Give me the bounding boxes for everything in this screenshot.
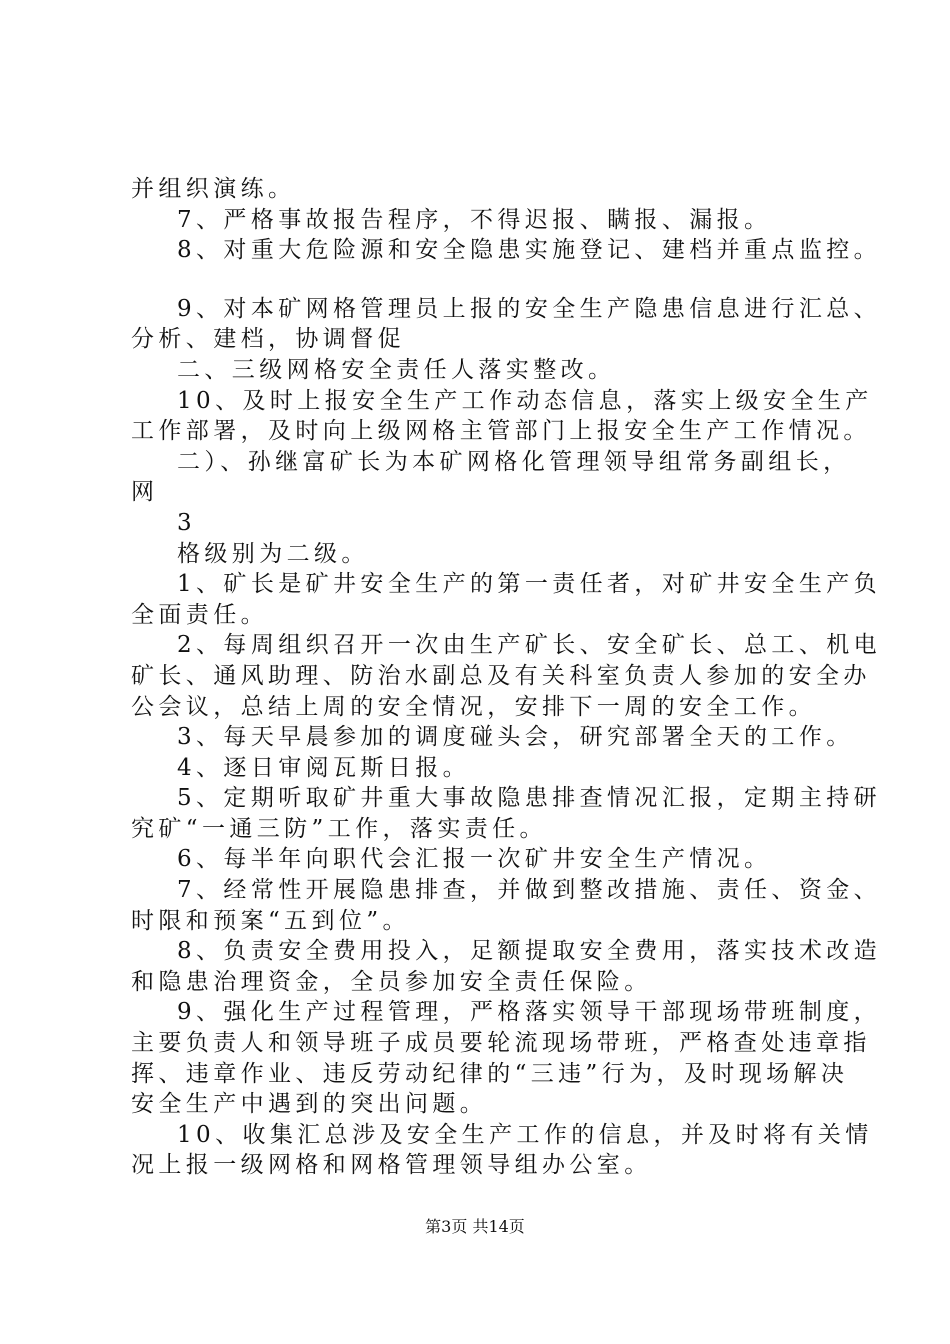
text-line: 10、收集汇总涉及安全生产工作的信息，并及时将有关情 — [177, 1121, 873, 1148]
text-line: 8、负责安全费用投入，足额提取安全费用，落实技术改造 — [177, 938, 882, 965]
text-line: 7、经常性开展隐患排查，并做到整改措施、责任、资金、 — [177, 877, 882, 904]
text-line: 格级别为二级。 — [177, 540, 369, 567]
text-line: 3、每天早晨参加的调度碰头会，研究部署全天的工作。 — [177, 724, 854, 751]
text-line: 工作部署，及时向上级网格主管部门上报安全生产工作情况。 — [131, 418, 871, 445]
text-line: 二、三级网格安全责任人落实整改。 — [177, 356, 616, 383]
text-line: 和隐患治理资金，全员参加安全责任保险。 — [131, 968, 652, 995]
text-line: 6、每半年向职代会汇报一次矿井安全生产情况。 — [177, 846, 772, 873]
text-line: 公会议，总结上周的安全情况，安排下一周的安全工作。 — [131, 693, 816, 720]
text-line: 并组织演练。 — [131, 176, 296, 202]
text-line: 3 — [177, 509, 197, 536]
text-line: 时限和预案“五到位”。 — [131, 907, 410, 934]
text-line: 主要负责人和领导班子成员要轮流现场带班，严格查处违章指 — [131, 1030, 871, 1057]
text-line: 分析、建档，协调督促 — [131, 326, 405, 353]
text-line: 二）、孙继富矿长为本矿网格化管理领导组常务副组长， — [177, 448, 851, 475]
text-line: 9、强化生产过程管理，严格落实领导干部现场带班制度， — [177, 999, 882, 1026]
text-line: 9、对本矿网格管理员上报的安全生产隐患信息进行汇总、 — [177, 295, 882, 322]
text-line: 挥、违章作业、违反劳动纪律的“三违”行为，及时现场解决 — [131, 1060, 849, 1087]
text-line: 安全生产中遇到的突出问题。 — [131, 1091, 488, 1118]
text-line: 7、严格事故报告程序，不得迟报、瞒报、漏报。 — [177, 206, 772, 233]
text-line: 矿长、通风助理、防治水副总及有关科室负责人参加的安全办 — [131, 662, 871, 689]
paragraph-gap — [131, 266, 831, 294]
text-line: 4、逐日审阅瓦斯日报。 — [177, 754, 471, 781]
text-line: 况上报一级网格和网格管理领导组办公室。 — [131, 1152, 652, 1179]
text-line: 2、每周组织召开一次由生产矿长、安全矿长、总工、机电 — [177, 632, 882, 659]
text-line: 10、及时上报安全生产工作动态信息，落实上级安全生产 — [177, 387, 873, 414]
text-line: 究矿“一通三防”工作，落实责任。 — [131, 815, 547, 842]
text-line: 全面责任。 — [131, 601, 268, 628]
text-line: 网 — [131, 479, 159, 506]
text-line: 8、对重大危险源和安全隐患实施登记、建档并重点监控。 — [177, 237, 882, 264]
document-body — [131, 174, 882, 1181]
text-line: 5、定期听取矿井重大事故隐患排查情况汇报，定期主持研 — [177, 785, 882, 812]
page-number-footer: 第3页 共14页 — [425, 1217, 525, 1236]
text-line: 1、矿长是矿井安全生产的第一责任者，对矿井安全生产负 — [177, 571, 882, 598]
